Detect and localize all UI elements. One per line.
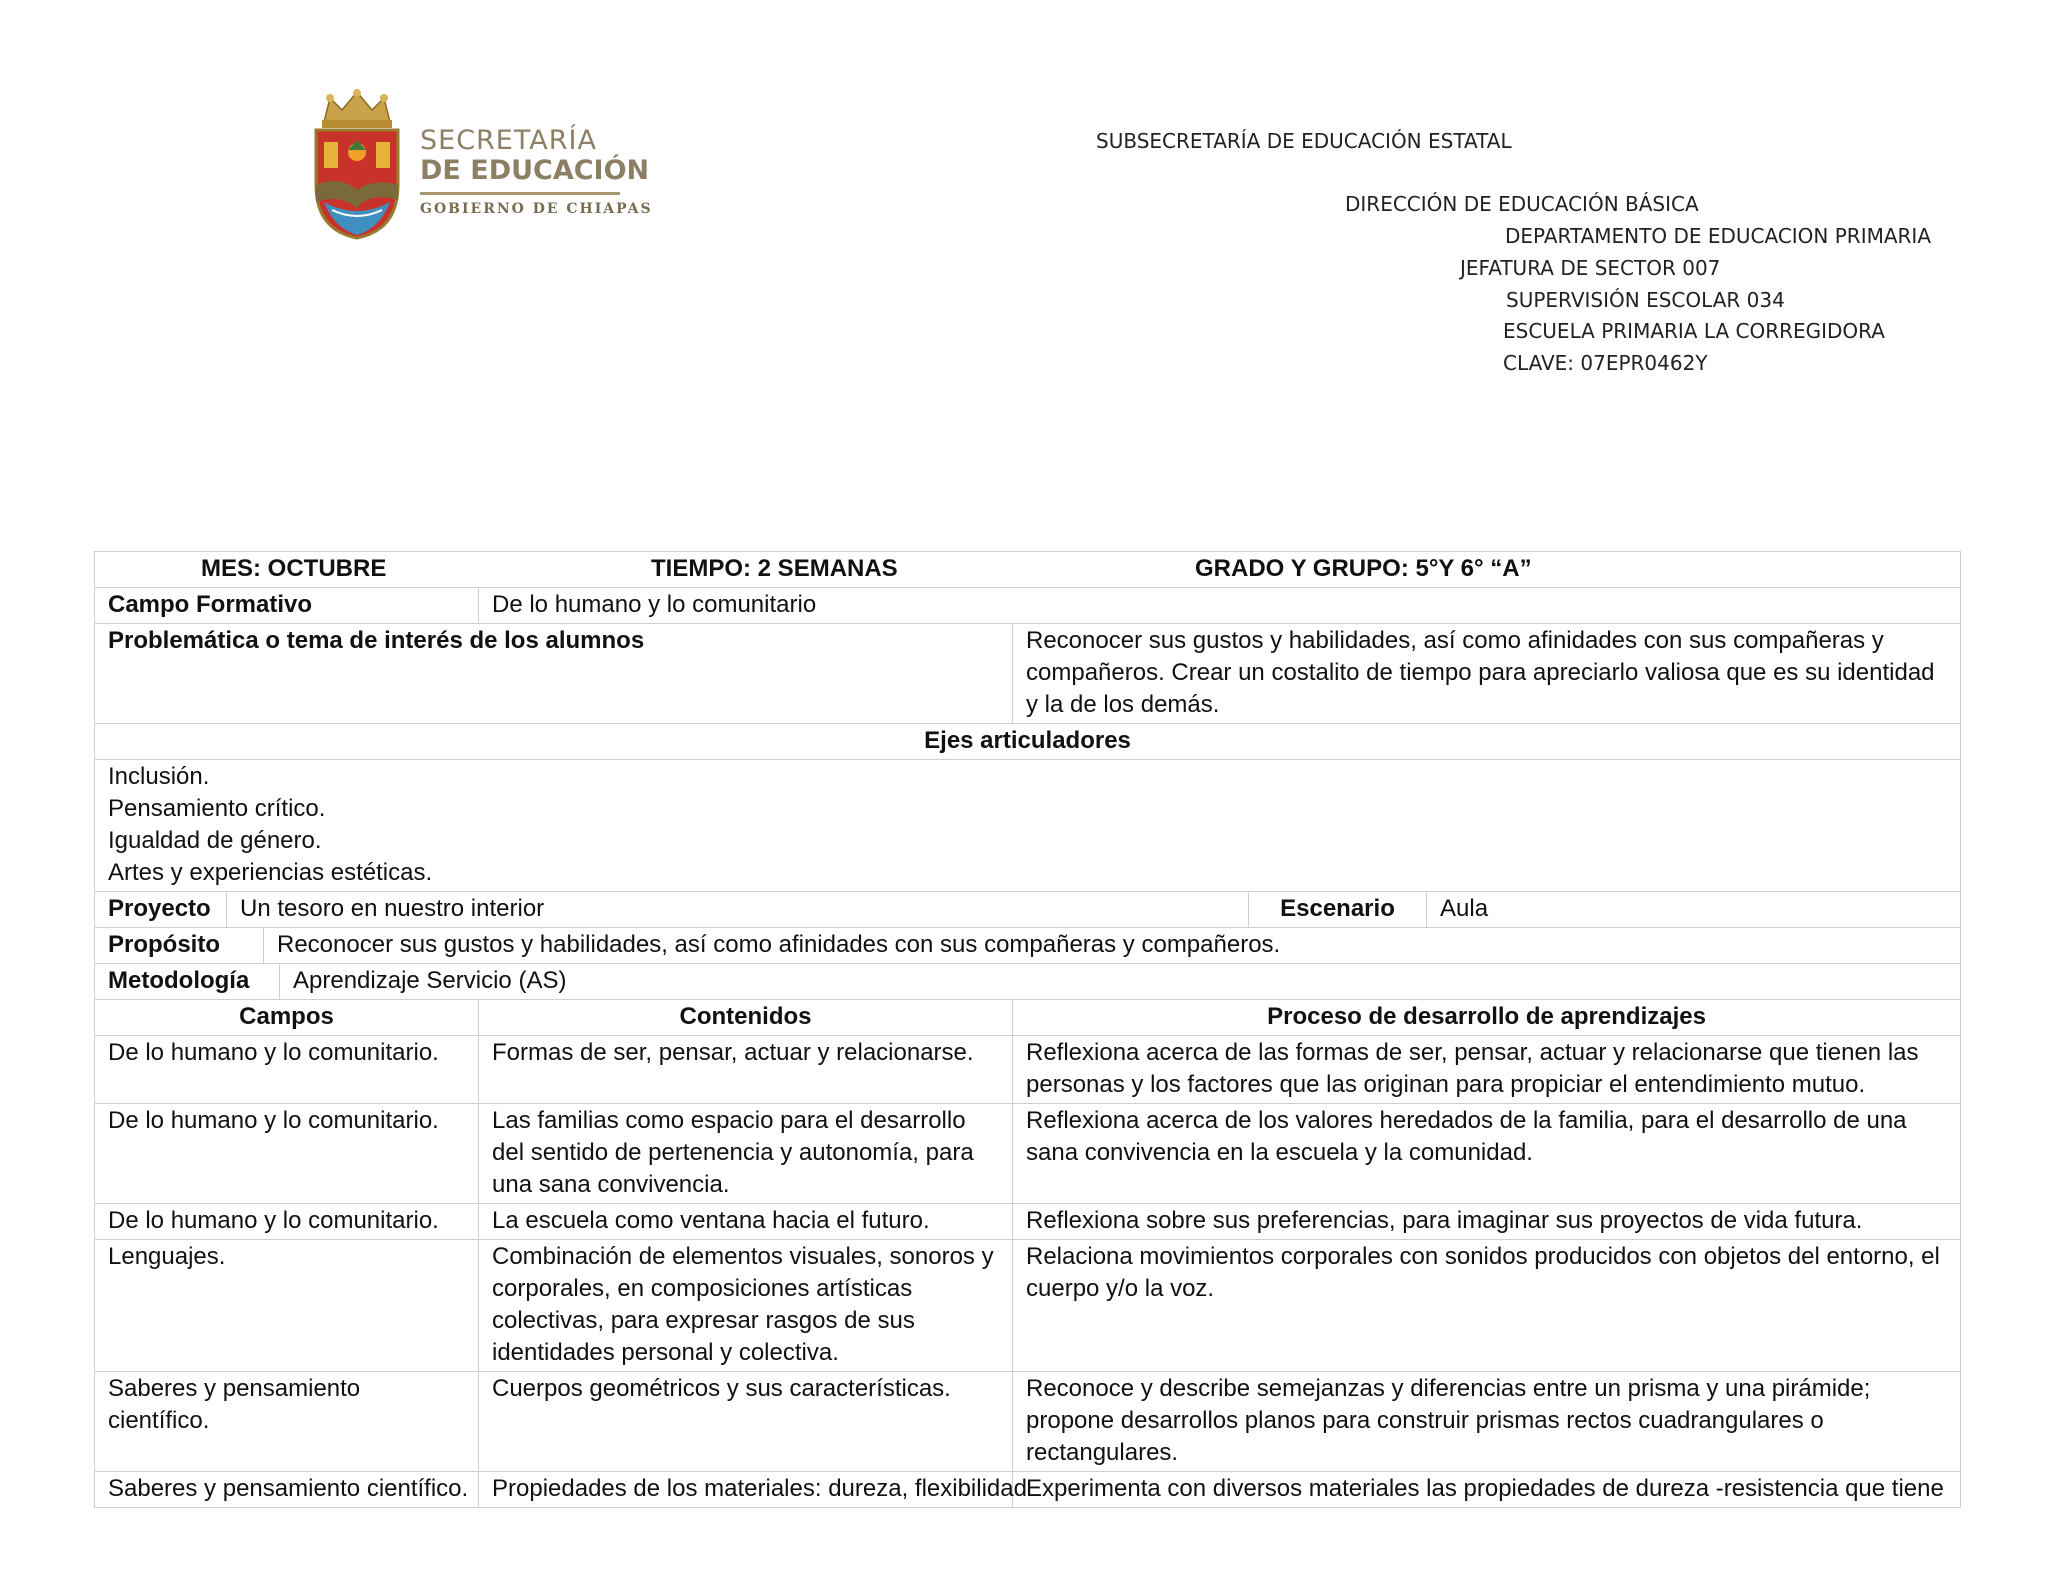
table-row (95, 1472, 1961, 1508)
logo-line-3: GOBIERNO DE CHIAPAS (420, 201, 653, 217)
planning-table (94, 551, 1961, 1508)
problematica-row (95, 624, 1961, 724)
row-campo: Saberes y pensamiento científico. (95, 1372, 479, 1472)
header-supervision: SUPERVISIÓN ESCOLAR 034 (1506, 288, 1785, 312)
row-contenido: Combinación de elementos visuales, sonoros y corporales, en composiciones artísticas colectivas, para expresar rasgos de sus identidades personal y colectiva. (479, 1240, 1013, 1372)
header-escuela: ESCUELA PRIMARIA LA CORREGIDORA (1503, 319, 1885, 343)
escenario-value: Aula (1427, 892, 1961, 928)
table-title-row (95, 552, 1961, 588)
row-proceso: Reconoce y describe semejanzas y diferencias entre un prisma y una pirámide; propone desarrollos planos para construir prismas rectos cuadrangulares o rectangulares. (1013, 1372, 1961, 1472)
table-row (95, 1036, 1961, 1104)
logo-line-2: DE EDUCACIÓN (420, 155, 650, 186)
chiapas-coat-of-arms-icon (310, 90, 404, 240)
header-departamento: DEPARTAMENTO DE EDUCACION PRIMARIA (1505, 224, 1932, 248)
col-header-contenidos: Contenidos (479, 1000, 1013, 1036)
row-contenido: Cuerpos geométricos y sus características. (479, 1372, 1013, 1472)
logo-divider (420, 192, 620, 195)
metodologia-label: Metodología (95, 964, 280, 1000)
ejes-articuladores-label: Ejes articuladores (95, 724, 1961, 760)
row-contenido: Las familias como espacio para el desarrollo del sentido de pertenencia y autonomía, para una sana convivencia. (479, 1104, 1013, 1204)
campo-formativo-row (95, 588, 1961, 624)
mes-label: MES: OCTUBRE (201, 555, 387, 582)
row-campo: Saberes y pensamiento científico. (95, 1472, 479, 1508)
secretaria-logo (310, 90, 653, 240)
eje-item: Igualdad de género. (108, 827, 322, 854)
ejes-list-row (95, 760, 1961, 892)
metodologia-value: Aprendizaje Servicio (AS) (280, 964, 1961, 1000)
campo-formativo-value: De lo humano y lo comunitario (479, 588, 1961, 624)
proposito-label: Propósito (95, 928, 264, 964)
column-header-row (95, 1000, 1961, 1036)
ejes-header-row (95, 724, 1961, 760)
ejes-list (95, 760, 1961, 892)
col-header-proceso: Proceso de desarrollo de aprendizajes (1013, 1000, 1961, 1036)
logo-wordmark (420, 125, 653, 217)
problematica-label: Problemática o tema de interés de los alumnos (95, 624, 1013, 724)
proposito-value: Reconocer sus gustos y habilidades, así como afinidades con sus compañeras y compañeros. (264, 928, 1961, 964)
logo-line-1: SECRETARÍA (420, 125, 597, 156)
eje-item: Inclusión. (108, 763, 210, 790)
table-row (95, 1372, 1961, 1472)
row-campo: Lenguajes. (95, 1240, 479, 1372)
eje-item: Artes y experiencias estéticas. (108, 859, 433, 886)
header-jefatura: JEFATURA DE SECTOR 007 (1460, 256, 1721, 280)
row-contenido: La escuela como ventana hacia el futuro. (479, 1204, 1013, 1240)
row-campo: De lo humano y lo comunitario. (95, 1036, 479, 1104)
proyecto-row (95, 892, 1961, 928)
header-direccion: DIRECCIÓN DE EDUCACIÓN BÁSICA (1345, 192, 1699, 216)
table-row (95, 1204, 1961, 1240)
table-row (95, 1240, 1961, 1372)
col-header-campos: Campos (95, 1000, 479, 1036)
escenario-label: Escenario (1249, 892, 1427, 928)
grado-grupo-label: GRADO Y GRUPO: 5°Y 6° “A” (1195, 555, 1532, 582)
row-proceso: Relaciona movimientos corporales con sonidos producidos con objetos del entorno, el cuerpo y/o la voz. (1013, 1240, 1961, 1372)
header-clave: CLAVE: 07EPR0462Y (1503, 351, 1708, 375)
problematica-value: Reconocer sus gustos y habilidades, así como afinidades con sus compañeras y compañeros. Crear un costalito de tiempo para apreciarlo valiosa que es su identidad y la de los demás. (1013, 624, 1961, 724)
tiempo-label: TIEMPO: 2 SEMANAS (651, 555, 898, 582)
row-contenido: Formas de ser, pensar, actuar y relacionarse. (479, 1036, 1013, 1104)
row-proceso: Reflexiona acerca de los valores heredados de la familia, para el desarrollo de una sana convivencia en la escuela y la comunidad. (1013, 1104, 1961, 1204)
proposito-row (95, 928, 1961, 964)
proyecto-value: Un tesoro en nuestro interior (227, 892, 1249, 928)
row-proceso: Reflexiona acerca de las formas de ser, pensar, actuar y relacionarse que tienen las personas y los factores que las originan para propiciar el entendimiento mutuo. (1013, 1036, 1961, 1104)
row-campo: De lo humano y lo comunitario. (95, 1204, 479, 1240)
metodologia-row (95, 964, 1961, 1000)
row-contenido: Propiedades de los materiales: dureza, flexibilidad (479, 1472, 1013, 1508)
row-proceso: Reflexiona sobre sus preferencias, para imaginar sus proyectos de vida futura. (1013, 1204, 1961, 1240)
eje-item: Pensamiento crítico. (108, 795, 326, 822)
campo-formativo-label: Campo Formativo (95, 588, 479, 624)
title-cell (95, 552, 1961, 588)
header-subsecretaria: SUBSECRETARÍA DE EDUCACIÓN ESTATAL (1096, 129, 1512, 153)
proyecto-label: Proyecto (95, 892, 227, 928)
table-row (95, 1104, 1961, 1204)
row-campo: De lo humano y lo comunitario. (95, 1104, 479, 1204)
row-proceso: Experimenta con diversos materiales las propiedades de dureza -resistencia que tiene (1013, 1472, 1961, 1508)
